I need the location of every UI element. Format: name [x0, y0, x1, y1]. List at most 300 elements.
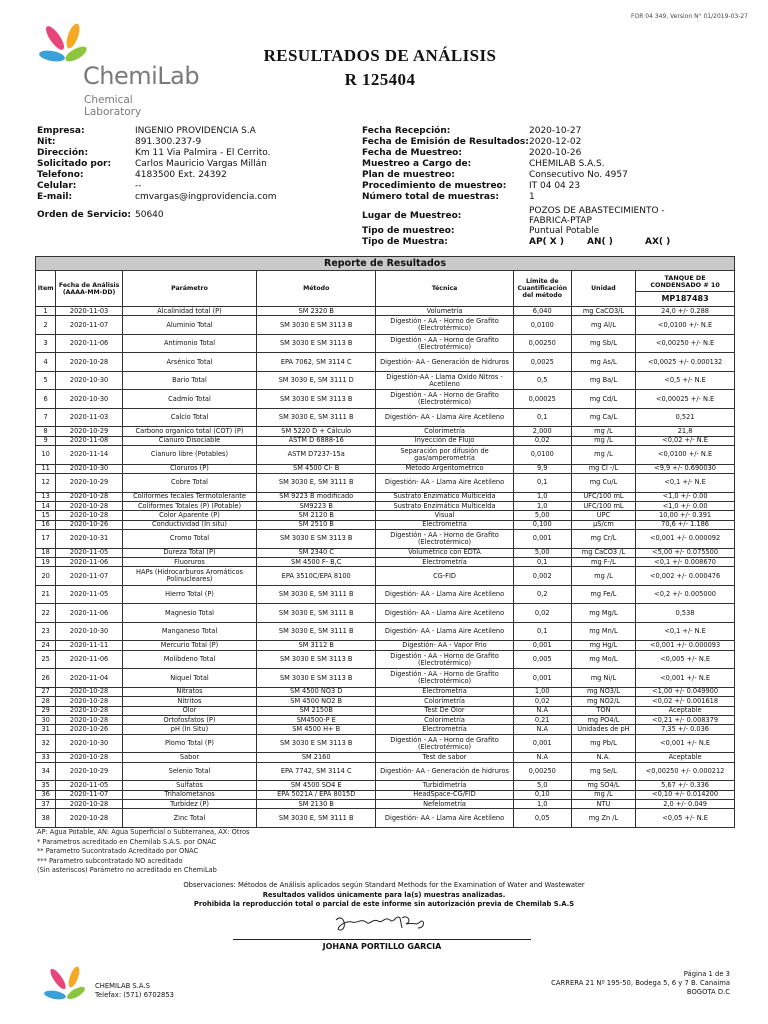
cell-parametro: Color Aparente (P) [122, 511, 256, 520]
cell-parametro: Ortofosfatos (P) [122, 715, 256, 724]
cell-limite: 0,2 [513, 585, 571, 604]
cell-fecha: 2020-11-14 [56, 446, 123, 465]
cell-item: 24 [36, 641, 56, 650]
col-header-metodo: Método [257, 271, 376, 307]
sampling-type-value: Puntual Potable [529, 226, 600, 236]
table-row [36, 641, 735, 650]
footer-street: CARRERA 21 Nº 195-50, Bodega 5, 6 y 7 B. Canaima [551, 979, 730, 988]
cell-unidad: mg SO4/L [571, 781, 635, 790]
client-field-label: Solicitado por: [37, 159, 112, 169]
cell-parametro: Trihalometanos [122, 790, 256, 799]
cell-metodo: SM 3030 E, SM 3111 B [257, 408, 376, 427]
cell-resultado: 2,0 +/- 0.049 [636, 799, 735, 808]
cell-metodo: SM 2120 B [257, 511, 376, 520]
cell-tecnica: Turbidimetría [376, 781, 513, 790]
cell-item: 32 [36, 734, 56, 753]
table-row [36, 604, 735, 623]
cell-parametro: Cianuro Disociable [122, 436, 256, 445]
cell-item: 29 [36, 706, 56, 715]
prohibition-text: Prohibida la reproducción total o parcial de este informe sin autorización previa de Chemilab S.A.S [193, 900, 575, 909]
cell-item: 11 [36, 464, 56, 473]
sample-field-value: CHEMILAB S.A.S. [529, 159, 605, 169]
cell-limite: 2,000 [513, 427, 571, 436]
cell-unidad: mg Ca/L [571, 408, 635, 427]
cell-limite: 0,001 [513, 669, 571, 688]
cell-parametro: Molibdeno Total [122, 650, 256, 669]
client-field-row [37, 126, 276, 137]
sample-field-row [362, 148, 628, 159]
cell-metodo: SM 3030 E SM 3113 B [257, 390, 376, 409]
cell-unidad: mg CaCO3/L [571, 307, 635, 316]
document-title: RESULTADOS DE ANÁLISIS [263, 46, 497, 65]
cell-fecha: 2020-10-30 [56, 622, 123, 641]
service-order-label: Orden de Servicio: [37, 210, 132, 220]
cell-unidad: mg /L [571, 427, 635, 436]
cell-resultado: <0,1 +/- N.E [636, 474, 735, 493]
cell-resultado: <0,001 +/- 0.000092 [636, 530, 735, 549]
cell-tecnica: CG-FID [376, 567, 513, 586]
cell-resultado: <0,02 +/- N.E [636, 436, 735, 445]
cell-resultado: <1,00 +/- 0.049900 [636, 687, 735, 696]
cell-metodo: SM 5220 D + Cálculo [257, 427, 376, 436]
cell-unidad: mg Cr/L [571, 530, 635, 549]
cell-unidad: mg Mo/L [571, 650, 635, 669]
cell-parametro: Nitratos [122, 687, 256, 696]
cell-parametro: Aluminio Total [122, 316, 256, 335]
sample-field-row [362, 192, 628, 203]
cell-unidad: NTU [571, 799, 635, 808]
cell-limite: 0,001 [513, 530, 571, 549]
cell-metodo: SM 3030 E, SM 3111 B [257, 604, 376, 623]
cell-limite: 6,040 [513, 307, 571, 316]
cell-tecnica: Electrometría [376, 725, 513, 734]
table-row [36, 492, 735, 501]
client-field-row [37, 170, 276, 181]
cell-parametro: Carbono organico total (COT) (P) [122, 427, 256, 436]
cell-tecnica: Digestión - AA - Horno de Grafito (Electrotérmico) [376, 316, 513, 335]
tanque-label: TANQUE DE CONDENSADO # 10 [636, 273, 734, 292]
legend-note: *** Parametro subcontratado NO acreditado [37, 856, 183, 865]
legend-note: ** Parametro Sucontratado Acreditado por ONAC [37, 847, 199, 856]
sample-type-an: AN( ) [587, 237, 613, 247]
cell-tecnica: Digestión- AA - Generación de hidruros [376, 353, 513, 372]
cell-resultado: <9,9 +/- 0.690030 [636, 464, 735, 473]
cell-limite: 0,002 [513, 567, 571, 586]
sampling-location-label: Lugar de Muestreo: [362, 211, 462, 221]
cell-item: 19 [36, 558, 56, 567]
client-field-label: Telefono: [37, 170, 84, 180]
cell-resultado: <0,001 +/- N.E [636, 669, 735, 688]
cell-item: 13 [36, 492, 56, 501]
cell-metodo: SM 3030 E SM 3113 B [257, 334, 376, 353]
cell-limite: 1,00 [513, 687, 571, 696]
cell-fecha: 2020-10-28 [56, 492, 123, 501]
cell-unidad: UFC/100 mL [571, 492, 635, 501]
cell-fecha: 2020-10-28 [56, 501, 123, 510]
cell-limite: 0,10 [513, 790, 571, 799]
cell-resultado: <0,02 +/- 0.001618 [636, 697, 735, 706]
table-row [36, 809, 735, 828]
cell-fecha: 2020-11-06 [56, 604, 123, 623]
cell-parametro: HAPs (Hidrocarburos Aromáticos Polinucleares) [122, 567, 256, 586]
cell-item: 22 [36, 604, 56, 623]
cell-fecha: 2020-10-30 [56, 734, 123, 753]
cell-item: 14 [36, 501, 56, 510]
cell-parametro: Cloruros (P) [122, 464, 256, 473]
cell-parametro: Cianuro libre (Potables) [122, 446, 256, 465]
sample-type-ap: AP( X ) [529, 237, 564, 247]
cell-resultado: <0,005 +/- N.E [636, 650, 735, 669]
cell-limite: 0,1 [513, 408, 571, 427]
cell-item: 31 [36, 725, 56, 734]
cell-parametro: Bario Total [122, 371, 256, 390]
cell-unidad: mg Cd/L [571, 390, 635, 409]
cell-item: 7 [36, 408, 56, 427]
table-row [36, 734, 735, 753]
observations-text: Observaciones: Métodos de Análisis aplicados según Standard Methods for the Examination of Water and Wastewater [183, 881, 585, 889]
footer-company [95, 982, 174, 1000]
cell-unidad: mg Zn /L [571, 809, 635, 828]
cell-item: 5 [36, 371, 56, 390]
cell-resultado: Aceptable [636, 706, 735, 715]
cell-unidad: mg Cu/L [571, 474, 635, 493]
cell-limite: 5,00 [513, 511, 571, 520]
table-row [36, 446, 735, 465]
cell-tecnica: Volumétrico con EDTA [376, 548, 513, 557]
cell-metodo: ASTM D7237-15a [257, 446, 376, 465]
cell-limite: 0,0025 [513, 353, 571, 372]
client-field-row [37, 159, 276, 170]
cell-parametro: Zinc Total [122, 809, 256, 828]
cell-item: 36 [36, 790, 56, 799]
cell-tecnica: Digestión-AA - Llama Oxido Nitros -Acetileno [376, 371, 513, 390]
client-field-row [37, 181, 276, 192]
sampling-type-label: Tipo de muestreo: [362, 226, 455, 236]
sampling-location-block [362, 206, 670, 248]
cell-fecha: 2020-10-28 [56, 353, 123, 372]
form-reference: FOR 04 349, Version N° 01/2019-03-27 [631, 13, 748, 20]
cell-metodo: EPA 7062, SM 3114 C [257, 353, 376, 372]
cell-metodo: EPA 3510C/EPA 8100 [257, 567, 376, 586]
cell-unidad: mg Fe/L [571, 585, 635, 604]
cell-resultado: <5,00 +/- 0.075500 [636, 548, 735, 557]
cell-resultado: 24,0 +/- 0.288 [636, 307, 735, 316]
cell-fecha: 2020-10-30 [56, 464, 123, 473]
cell-resultado: 70,6 +/- 1.186 [636, 520, 735, 529]
cell-metodo: SM 9223 B modificado [257, 492, 376, 501]
cell-item: 6 [36, 390, 56, 409]
cell-fecha: 2020-10-30 [56, 371, 123, 390]
cell-tecnica: Volumetría [376, 307, 513, 316]
cell-metodo: SM 4500 SO4 E [257, 781, 376, 790]
cell-tecnica: Digestión- AA - Llama Aire Acetileno [376, 474, 513, 493]
cell-limite: 0,0100 [513, 446, 571, 465]
cell-unidad: mg Pb/L [571, 734, 635, 753]
cell-fecha: 2020-10-29 [56, 762, 123, 781]
logo-subtitle: Chemical Laboratory [84, 94, 142, 118]
cell-tecnica: Digestión- AA - Llama Aire Acetileno [376, 604, 513, 623]
cell-limite: 0,00250 [513, 762, 571, 781]
cell-parametro: Cromo Total [122, 530, 256, 549]
cell-tecnica: Digestión- AA - Llama Aire Acetileno [376, 809, 513, 828]
table-row [36, 474, 735, 493]
cell-parametro: Coliformes Totales (P) (Potable) [122, 501, 256, 510]
cell-parametro: Manganeso Total [122, 622, 256, 641]
cell-fecha: 2020-10-30 [56, 390, 123, 409]
cell-resultado: 7,35 +/- 0.036 [636, 725, 735, 734]
cell-resultado: <0,0025 +/- 0.000132 [636, 353, 735, 372]
cell-item: 12 [36, 474, 56, 493]
client-field-row [37, 192, 276, 203]
col-header-tanque [636, 271, 735, 307]
cell-item: 18 [36, 548, 56, 557]
col-header-item: Item [36, 271, 56, 307]
cell-limite: N.A [513, 706, 571, 715]
cell-limite: 1,0 [513, 492, 571, 501]
cell-parametro: Mercurio Total (P) [122, 641, 256, 650]
cell-fecha: 2020-10-28 [56, 511, 123, 520]
cell-fecha: 2020-10-28 [56, 697, 123, 706]
cell-resultado: <0,1 +/- 0.008670 [636, 558, 735, 567]
cell-tecnica: Digestión- AA - Generación de hidruros [376, 762, 513, 781]
client-field-value: 891.300.237-9 [135, 137, 202, 147]
cell-parametro: Alcalinidad total (P) [122, 307, 256, 316]
cell-metodo: SM 3030 E SM 3113 B [257, 650, 376, 669]
cell-resultado: <0,002 +/- 0.000476 [636, 567, 735, 586]
cell-limite: 0,1 [513, 558, 571, 567]
cell-resultado: <0,10 +/- 0.014200 [636, 790, 735, 799]
cell-parametro: Hierro Total (P) [122, 585, 256, 604]
cell-tecnica: Digestión - AA - Horno de Grafito (Electrotérmico) [376, 734, 513, 753]
sampling-location-value-2: FABRICA-PTAP [529, 216, 592, 226]
cell-tecnica: Nefelometría [376, 799, 513, 808]
table-row [36, 762, 735, 781]
client-field-value: cmvargas@ingprovidencia.com [135, 192, 277, 202]
cell-limite: 0,5 [513, 371, 571, 390]
cell-limite: 0,02 [513, 697, 571, 706]
cell-parametro: Calcio Total [122, 408, 256, 427]
footer-logo-mark [40, 963, 96, 1013]
cell-resultado: <0,001 +/- 0.000093 [636, 641, 735, 650]
cell-metodo: SM 4500 F- B,C [257, 558, 376, 567]
cell-limite: 0,001 [513, 641, 571, 650]
cell-unidad: mg /L [571, 790, 635, 799]
cell-unidad: µS/cm [571, 520, 635, 529]
legend-note: AP: Agua Potable, AN: Agua Superficial o Subterranea, AX: Otros [37, 828, 250, 836]
table-row [36, 558, 735, 567]
chemilab-logo [38, 22, 200, 118]
cell-tecnica: Electrometría [376, 558, 513, 567]
cell-item: 20 [36, 567, 56, 586]
cell-resultado: 10,00 +/- 0.391 [636, 511, 735, 520]
cell-limite: 5,0 [513, 781, 571, 790]
client-field-row [37, 137, 276, 148]
cell-tecnica: HeadSpace-CG/FID [376, 790, 513, 799]
table-row [36, 715, 735, 724]
cell-fecha: 2020-10-26 [56, 725, 123, 734]
cell-unidad: mg Mn/L [571, 622, 635, 641]
sample-field-label: Muestreo a Cargo de: [362, 159, 472, 169]
cell-metodo: SM 3030 E, SM 3111 D [257, 371, 376, 390]
cell-resultado: 21,8 [636, 427, 735, 436]
cell-resultado: 0,521 [636, 408, 735, 427]
cell-parametro: Antimonio Total [122, 334, 256, 353]
cell-item: 23 [36, 622, 56, 641]
cell-item: 1 [36, 307, 56, 316]
cell-parametro: Plomo Total (P) [122, 734, 256, 753]
cell-fecha: 2020-11-11 [56, 641, 123, 650]
sample-field-value: 2020-10-27 [529, 126, 582, 136]
cell-limite: 0,001 [513, 734, 571, 753]
cell-tecnica: Colorimetría [376, 697, 513, 706]
cell-resultado: <0,2 +/- 0.005000 [636, 585, 735, 604]
sample-field-label: Número total de muestras: [362, 192, 499, 202]
cell-resultado: <1,0 +/- 0.00 [636, 501, 735, 510]
cell-metodo: SM 3030 E, SM 3111 B [257, 809, 376, 828]
client-field-value: Carlos Mauricio Vargas Millán [135, 159, 267, 169]
col-header-parametro: Parámetro [122, 271, 256, 307]
cell-unidad: mg PO4/L [571, 715, 635, 724]
cell-item: 25 [36, 650, 56, 669]
cell-fecha: 2020-10-28 [56, 706, 123, 715]
cell-resultado: <0,5 +/- N.E [636, 371, 735, 390]
cell-fecha: 2020-10-29 [56, 474, 123, 493]
cell-tecnica: Test De Olor [376, 706, 513, 715]
cell-metodo: SM 4500 NO3 D [257, 687, 376, 696]
footer-address [551, 970, 730, 998]
cell-limite: 0,21 [513, 715, 571, 724]
cell-limite: 0,1 [513, 474, 571, 493]
cell-item: 17 [36, 530, 56, 549]
cell-metodo: SM 2320 B [257, 307, 376, 316]
sample-field-row [362, 159, 628, 170]
cell-parametro: Nitritos [122, 697, 256, 706]
cell-resultado: <0,05 +/- N.E [636, 809, 735, 828]
cell-resultado: <0,1 +/- N.E [636, 622, 735, 641]
cell-parametro: Selenio Total [122, 762, 256, 781]
table-row [36, 464, 735, 473]
cell-fecha: 2020-11-04 [56, 669, 123, 688]
cell-resultado: <0,00025 +/- N.E [636, 390, 735, 409]
cell-resultado: <0,00250 +/- N.E [636, 334, 735, 353]
cell-fecha: 2020-11-08 [56, 436, 123, 445]
table-row [36, 371, 735, 390]
cell-tecnica: Colorimetría [376, 715, 513, 724]
cell-item: 9 [36, 436, 56, 445]
cell-tecnica: Digestión - AA - Horno de Grafito (Electrotérmico) [376, 390, 513, 409]
cell-item: 8 [36, 427, 56, 436]
cell-item: 4 [36, 353, 56, 372]
sampling-location-value: POZOS DE ABASTECIMIENTO - [529, 206, 665, 216]
sample-field-value: Consecutivo No. 4957 [529, 170, 628, 180]
table-row [36, 799, 735, 808]
table-row [36, 390, 735, 409]
cell-metodo: SM 3030 E, SM 3111 B [257, 622, 376, 641]
cell-unidad: mg /L [571, 436, 635, 445]
cell-tecnica: Visual [376, 511, 513, 520]
cell-resultado: <1,0 +/- 0.00 [636, 492, 735, 501]
cell-limite: 0,1 [513, 622, 571, 641]
col-header-tecnica: Técnica [376, 271, 513, 307]
table-row [36, 408, 735, 427]
cell-item: 34 [36, 762, 56, 781]
sample-field-value: 2020-10-26 [529, 148, 582, 158]
client-field-label: Empresa: [37, 126, 85, 136]
cell-limite: N.A [513, 753, 571, 762]
sample-field-row [362, 126, 628, 137]
cell-limite: 0,100 [513, 520, 571, 529]
cell-unidad: mg /L [571, 567, 635, 586]
cell-parametro: Arsénico Total [122, 353, 256, 372]
handwritten-signature [330, 906, 430, 936]
cell-fecha: 2020-11-06 [56, 334, 123, 353]
cell-metodo: SM 2130 B [257, 799, 376, 808]
cell-item: 28 [36, 697, 56, 706]
cell-item: 33 [36, 753, 56, 762]
cell-unidad: mg Hg/L [571, 641, 635, 650]
cell-parametro: Cobre Total [122, 474, 256, 493]
table-row [36, 622, 735, 641]
cell-fecha: 2020-11-03 [56, 408, 123, 427]
cell-item: 16 [36, 520, 56, 529]
cell-limite: N.A [513, 725, 571, 734]
sample-type-ax: AX( ) [645, 237, 671, 247]
cell-limite: 0,02 [513, 436, 571, 445]
cell-resultado: Aceptable [636, 753, 735, 762]
client-field-value: INGENIO PROVIDENCIA S.A [135, 126, 256, 136]
sample-field-row [362, 170, 628, 181]
cell-metodo: SM 3030 E, SM 3111 B [257, 585, 376, 604]
cell-tecnica: Digestión - AA - Horno de Grafito (Electrotérmico) [376, 530, 513, 549]
table-row [36, 687, 735, 696]
cell-parametro: Niquel Total [122, 669, 256, 688]
cell-tecnica: Test de sabor [376, 753, 513, 762]
cell-item: 37 [36, 799, 56, 808]
cell-item: 35 [36, 781, 56, 790]
cell-fecha: 2020-11-07 [56, 567, 123, 586]
client-field-label: Dirección: [37, 148, 89, 158]
cell-tecnica: Digestión- AA - Llama Aire Acetileno [376, 408, 513, 427]
cell-item: 27 [36, 687, 56, 696]
cell-resultado: <0,00250 +/- 0.000212 [636, 762, 735, 781]
table-row [36, 781, 735, 790]
cell-fecha: 2020-11-05 [56, 548, 123, 557]
validity-text: Resultados validos únicamente para la(s) muestras analizadas. [262, 890, 506, 899]
cell-item: 30 [36, 715, 56, 724]
footer-phone: Telefax: (571) 6702853 [95, 991, 174, 999]
logo-name: ChemiLab [83, 62, 200, 90]
cell-parametro: Fluoruros [122, 558, 256, 567]
cell-resultado: <0,001 +/- N.E [636, 734, 735, 753]
cell-item: 10 [36, 446, 56, 465]
table-row [36, 520, 735, 529]
table-row [36, 697, 735, 706]
sample-field-label: Procedimiento de muestreo: [362, 181, 507, 191]
cell-parametro: Sabor [122, 753, 256, 762]
cell-parametro: Coliformes fecales Termotolerante [122, 492, 256, 501]
cell-tecnica: Digestión- AA - Llama Aire Acetileno [376, 585, 513, 604]
cell-unidad: mg CaCO3 /L [571, 548, 635, 557]
sample-id: MP187483 [661, 293, 709, 303]
cell-metodo: SM 3112 B [257, 641, 376, 650]
client-field-label: Nit: [37, 137, 56, 147]
cell-metodo: SM 4500 NO2 B [257, 697, 376, 706]
cell-metodo: SM 3030 E SM 3113 B [257, 734, 376, 753]
table-row [36, 511, 735, 520]
cell-fecha: 2020-11-07 [56, 316, 123, 335]
table-row [36, 307, 735, 316]
cell-unidad: mg /L [571, 446, 635, 465]
